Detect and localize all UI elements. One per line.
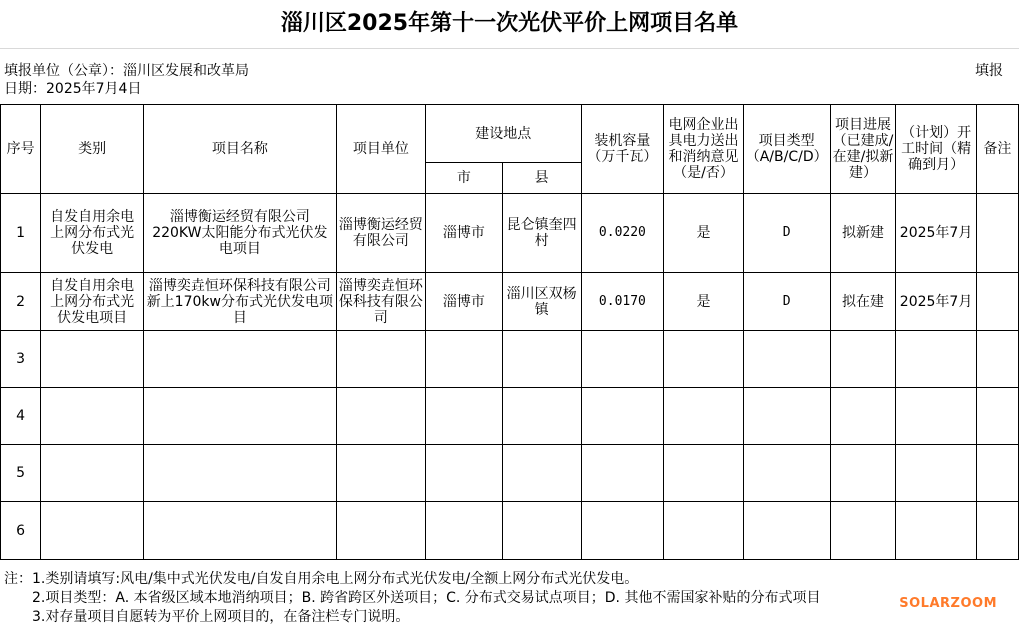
- header-city: 市: [426, 163, 503, 194]
- cell-seq: 3: [1, 331, 41, 388]
- table-row: [1, 445, 1019, 502]
- note-2: 2.项目类型：A. 本省级区域本地消纳项目；B. 跨省跨区外送项目；C. 分布式交易试点项目；D. 其他不需国家补贴的分布式项目: [4, 590, 821, 606]
- header-company: 项目单位: [336, 105, 425, 194]
- cell-capacity: 0.0220: [581, 194, 664, 273]
- cell-start: 2025年7月: [896, 273, 976, 331]
- header-progress: 项目进展（已建成/在建/拟新建）: [830, 105, 896, 194]
- cell-remark: [976, 194, 1018, 273]
- header-seq: 序号: [1, 105, 41, 194]
- cell-progress: 拟在建: [830, 273, 896, 331]
- table-row: [1, 502, 1019, 560]
- page-title: 淄川区2025年第十一次光伏平价上网项目名单: [280, 11, 739, 36]
- header-name: 项目名称: [143, 105, 336, 194]
- cell-company: 淄博衡运经贸有限公司: [336, 194, 425, 273]
- cell-seq: 5: [1, 445, 41, 502]
- table-row: [1, 194, 1019, 273]
- table-row: [1, 331, 1019, 388]
- cell-remark: [976, 273, 1018, 331]
- filing-label: 填报: [975, 63, 1003, 79]
- cell-city: 淄博市: [426, 194, 503, 273]
- cell-name: 淄博奕垚恒环保科技有限公司新上170kw分布式光伏发电项目: [143, 273, 336, 331]
- footnotes: [4, 570, 820, 627]
- cell-city: 淄博市: [426, 273, 503, 331]
- header-capacity: 装机容量（万千瓦）: [581, 105, 664, 194]
- cell-capacity: 0.0170: [581, 273, 664, 331]
- cell-category: 自发自用余电上网分布式光伏发电: [41, 194, 144, 273]
- table-row: [1, 273, 1019, 331]
- cell-start: 2025年7月: [896, 194, 976, 273]
- note-3: 3.对存量项目自愿转为平价上网项目的，在备注栏专门说明。: [4, 609, 410, 625]
- header-remark: 备注: [976, 105, 1018, 194]
- cell-county: 淄川区双杨镇: [502, 273, 581, 331]
- cell-type: D: [743, 194, 830, 273]
- cell-type: D: [743, 273, 830, 331]
- note-1: 注：1.类别请填写:风电/集中式光伏发电/自发自用余电上网分布式光伏发电/全额上网分布式光伏发电。: [4, 571, 639, 587]
- cell-name: 淄博衡运经贸有限公司220KW太阳能分布式光伏发电项目: [143, 194, 336, 273]
- filing-date: 日期：2025年7月4日: [4, 81, 142, 97]
- header-county: 县: [502, 163, 581, 194]
- cell-grid: 是: [664, 194, 743, 273]
- cell-county: 昆仑镇奎四村: [502, 194, 581, 273]
- watermark-logo: SOLARZOOM: [899, 596, 997, 611]
- header-row: [1, 105, 1019, 163]
- header-category: 类别: [41, 105, 144, 194]
- header-type: 项目类型（A/B/C/D）: [743, 105, 830, 194]
- divider: [0, 48, 1019, 49]
- cell-category: 自发自用余电上网分布式光伏发电项目: [41, 273, 144, 331]
- filing-unit: 填报单位（公章）：淄川区发展和改革局: [4, 63, 249, 79]
- cell-company: 淄博奕垚恒环保科技有限公司: [336, 273, 425, 331]
- cell-progress: 拟新建: [830, 194, 896, 273]
- cell-grid: 是: [664, 273, 743, 331]
- header-start: （计划）开工时间（精确到月）: [896, 105, 976, 194]
- header-location: 建设地点: [426, 105, 582, 163]
- table-row: [1, 388, 1019, 445]
- cell-seq: 2: [1, 273, 41, 331]
- header-grid-opinion: 电网企业出具电力送出和消纳意见（是/否）: [664, 105, 743, 194]
- project-table: [0, 104, 1019, 560]
- cell-seq: 6: [1, 502, 41, 560]
- cell-seq: 4: [1, 388, 41, 445]
- cell-seq: 1: [1, 194, 41, 273]
